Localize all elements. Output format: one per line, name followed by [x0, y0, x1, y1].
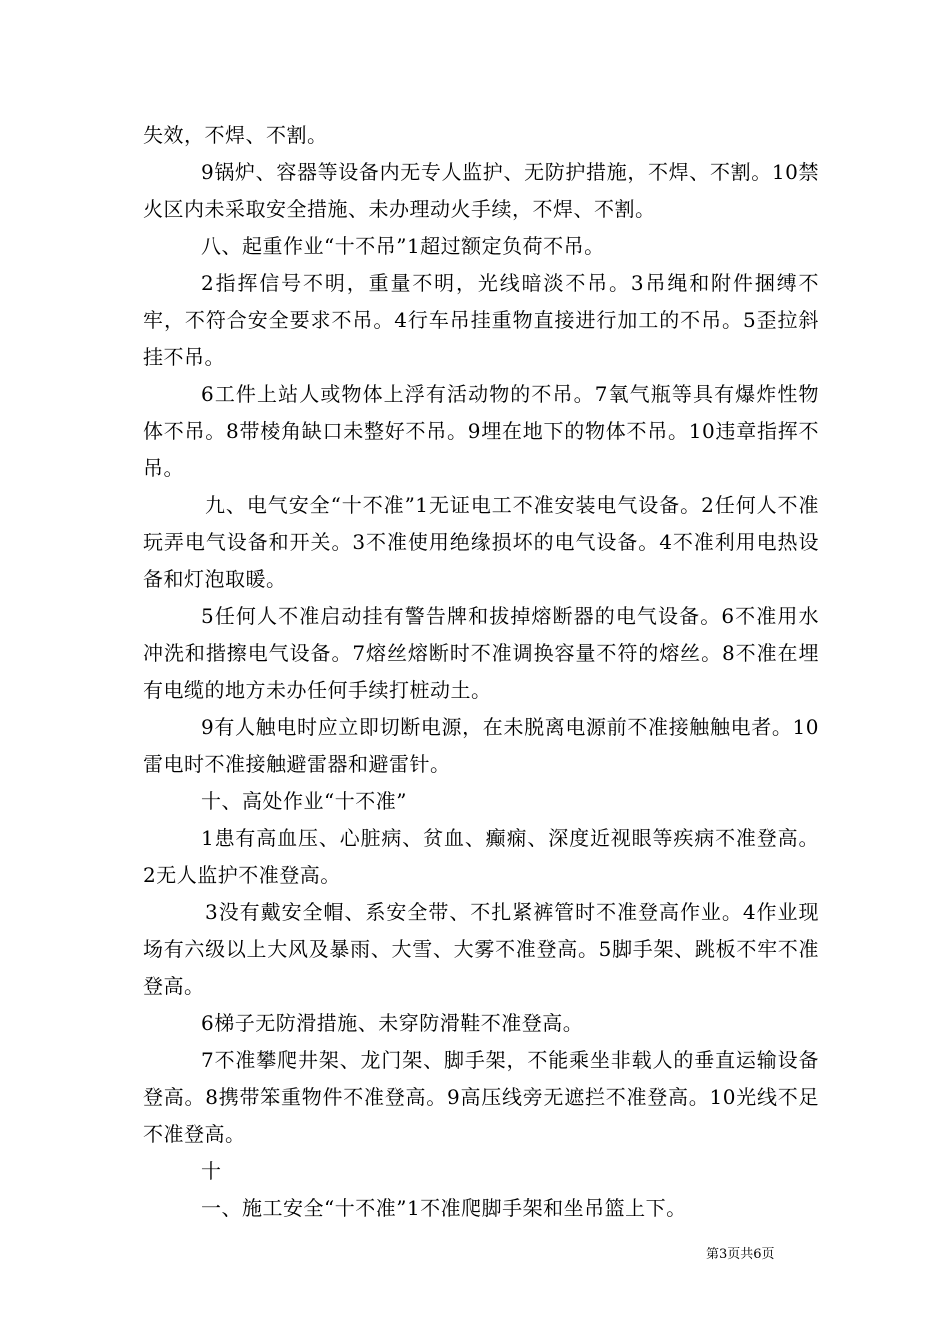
paragraph: 6工件上站人或物体上浮有活动物的不吊。7氧气瓶等具有爆炸性物体不吊。8带棱角缺口未整好不吊。9埋在地下的物体不吊。10违章指挥不吊。 [143, 382, 819, 480]
paragraph: 3没有戴安全帽、系安全带、不扎紧裤管时不准登高作业。4作业现场有六级以上大风及暴雨、大雪、大雾不准登高。5脚手架、跳板不牢不准登高。 [143, 900, 819, 998]
paragraph: 1患有高血压、心脏病、贫血、癫痫、深度近视眼等疾病不准登高。2无人监护不准登高。 [143, 826, 819, 887]
section-heading-ten: 十、高处作业“十不准” [201, 789, 407, 813]
paragraph: 9有人触电时应立即切断电源，在未脱离电源前不准接触触电者。10雷电时不准接触避雷器和避雷针。 [143, 715, 819, 776]
page-number: 第3页共6页 [706, 1247, 775, 1262]
paragraph: 9锅炉、容器等设备内无专人监护、无防护措施，不焊、不割。10禁火区内未采取安全措施、未办理动火手续，不焊、不割。 [143, 160, 819, 221]
paragraph: 7不准攀爬井架、龙门架、脚手架，不能乘坐非载人的垂直运输设备登高。8携带笨重物件不准登高。9高压线旁无遮拦不准登高。10光线不足不准登高。 [143, 1048, 819, 1146]
section-heading-eight: 八、起重作业“十不吊”1超过额定负荷不吊。 [201, 234, 605, 258]
section-heading-eleven: 一、施工安全“十不准”1不准爬脚手架和坐吊篮上下。 [201, 1196, 687, 1220]
section-number-eleven: 十 [201, 1159, 222, 1183]
paragraph: 5任何人不准启动挂有警告牌和拔掉熔断器的电气设备。6不准用水冲洗和揩擦电气设备。7熔丝熔断时不准调换容量不符的熔丝。8不准在埋有电缆的地方未办任何手续打桩动土。 [143, 604, 819, 702]
section-heading-nine: 九、电气安全“十不准”1无证电工不准安装电气设备。2任何人不准玩弄电气设备和开关。3不准使用绝缘损坏的电气设备。4不准利用电热设备和灯泡取暖。 [143, 493, 819, 591]
paragraph: 2指挥信号不明，重量不明，光线暗淡不吊。3吊绳和附件捆缚不牢，不符合安全要求不吊。4行车吊挂重物直接进行加工的不吊。5歪拉斜挂不吊。 [143, 271, 819, 369]
paragraph: 失效，不焊、不割。 [143, 123, 328, 147]
document-body [143, 117, 819, 1227]
paragraph: 6梯子无防滑措施、未穿防滑鞋不准登高。 [201, 1011, 584, 1035]
